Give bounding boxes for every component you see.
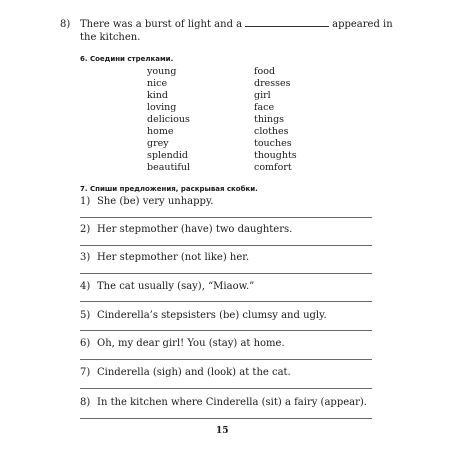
item-text: She (be) very unhappy.	[97, 196, 214, 207]
answer-blank	[245, 17, 329, 27]
left-word: splendid	[147, 150, 188, 161]
left-word: beautiful	[147, 162, 191, 173]
item-text-after: appeared in	[332, 19, 393, 30]
answer-line	[80, 217, 372, 218]
left-word: delicious	[147, 114, 190, 125]
left-word: loving	[147, 102, 177, 113]
exercise-7-item-2	[80, 223, 292, 236]
right-word: clothes	[254, 126, 289, 137]
left-word: grey	[147, 138, 169, 149]
item-text: Cinderella’s stepsisters (be) clumsy and ugly.	[97, 310, 327, 321]
right-word: food	[254, 66, 276, 77]
right-word: thoughts	[254, 150, 297, 161]
answer-line	[80, 245, 372, 246]
item-number: 3)	[80, 252, 91, 263]
item-text: Oh, my dear girl! You (stay) at home.	[97, 338, 285, 349]
item-text: In the kitchen where Cinderella (sit) a fairy (appear).	[97, 397, 367, 408]
item-number: 8)	[80, 397, 91, 408]
item-text-before: There was a burst of light and a	[80, 19, 243, 30]
answer-line	[80, 330, 372, 331]
answer-line	[80, 418, 372, 419]
exercise-7-item-7	[80, 366, 291, 379]
right-word: girl	[254, 90, 271, 101]
exercise-6-heading: 6. Соедини стрелками.	[80, 55, 174, 63]
answer-line	[80, 301, 372, 302]
left-word: home	[147, 126, 174, 137]
item-text: The cat usually (say), “Miaow.”	[97, 281, 255, 292]
page-number: 15	[216, 426, 229, 436]
exercise-5-item-8	[60, 17, 393, 31]
item-number: 6)	[80, 338, 91, 349]
item-text: Cinderella (sigh) and (look) at the cat.	[97, 367, 291, 378]
item-number: 2)	[80, 224, 91, 235]
right-word: touches	[254, 138, 292, 149]
item-text: Her stepmother (not like) her.	[97, 252, 250, 263]
exercise-7-item-6	[80, 337, 285, 350]
answer-line	[80, 388, 372, 389]
right-word: dresses	[254, 78, 291, 89]
item-number: 1)	[80, 196, 91, 207]
item-number: 4)	[80, 281, 91, 292]
exercise-5-item-8-line2: the kitchen.	[80, 32, 141, 43]
right-word-column	[254, 66, 297, 174]
item-text: Her stepmother (have) two daughters.	[97, 224, 293, 235]
answer-line	[80, 359, 372, 360]
item-number: 5)	[80, 310, 91, 321]
item-number: 7)	[80, 367, 91, 378]
left-word: nice	[147, 78, 168, 89]
left-word: young	[147, 66, 177, 77]
right-word: comfort	[254, 162, 292, 173]
exercise-7-item-3	[80, 251, 249, 264]
exercise-7-item-1	[80, 195, 213, 208]
answer-line	[80, 273, 372, 274]
right-word: face	[254, 102, 275, 113]
item-number: 8)	[60, 19, 71, 30]
right-word: things	[254, 114, 285, 125]
exercise-7-item-5	[80, 309, 327, 322]
exercise-7-heading: 7. Спиши предложения, раскрывая скобки.	[80, 185, 258, 193]
left-word: kind	[147, 90, 168, 101]
left-word-column	[147, 66, 190, 174]
exercise-7-item-4	[80, 280, 254, 293]
exercise-7-item-8	[80, 396, 367, 409]
